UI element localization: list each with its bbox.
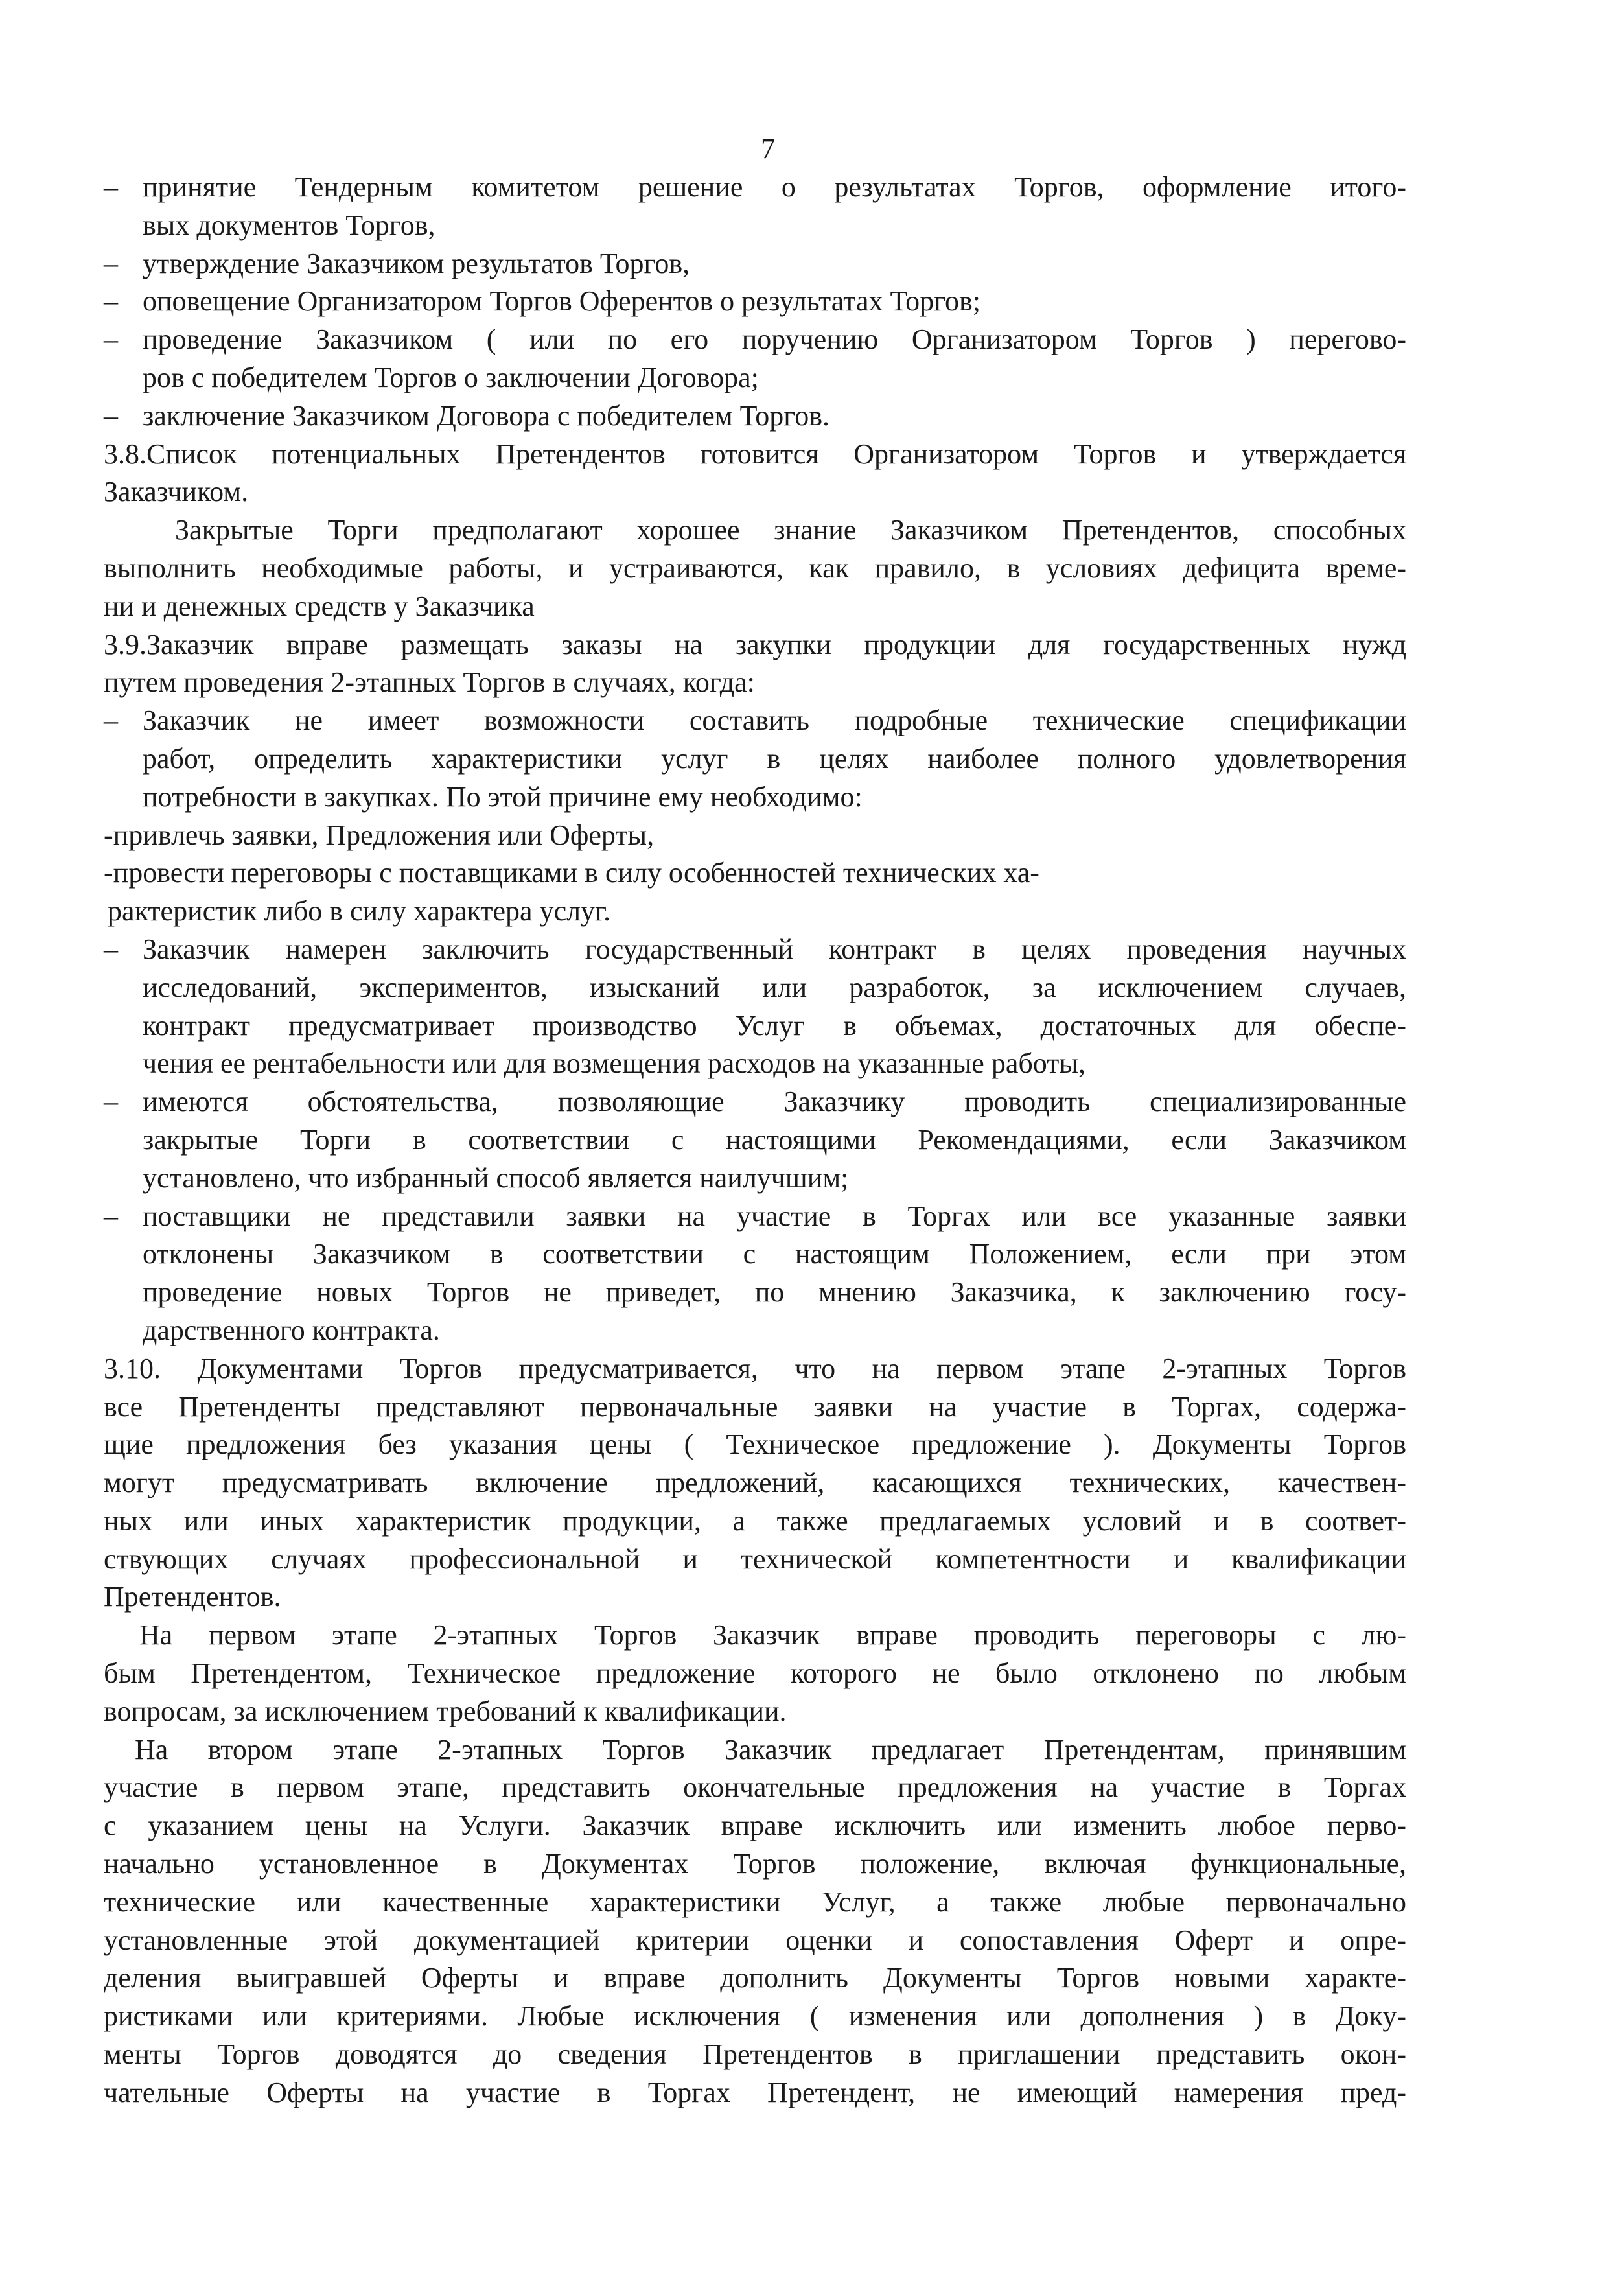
text-line: деления выигравшей Оферты и вправе дополнить Документы Торгов новыми характе-	[104, 1962, 1406, 1994]
text-line: начально установленное в Документах Торгов положение, включая функциональные,	[104, 1848, 1406, 1880]
text-line: исследований, экспериментов, изысканий или разработок, за исключением случаев,	[143, 971, 1406, 1003]
text-line: могут предусматривать включение предложений, касающихся технических, качествен-	[104, 1467, 1406, 1499]
text-line: ристиками или критериями. Любые исключения ( изменения или дополнения ) в Доку-	[104, 2000, 1406, 2033]
list-item	[104, 283, 1406, 321]
dash-bullet: –	[104, 171, 118, 203]
dash-bullet: –	[104, 323, 118, 356]
list-item	[104, 397, 1406, 436]
text-line: ных или иных характеристик продукции, а также предлагаемых условий и в соответ-	[104, 1504, 1406, 1537]
text-line: рактеристик либо в силу характера услуг.	[108, 895, 611, 927]
dash-bullet: –	[104, 285, 118, 318]
text-line: менты Торгов доводятся до сведения Претендентов в приглашении представить окон-	[104, 2038, 1406, 2071]
text-line: с указанием цены на Услуги. Заказчик вправе исключить или изменить любое перво-	[104, 1810, 1406, 1842]
text-line: Претендентов.	[104, 1581, 281, 1613]
text-line: 3.9.Заказчик вправе размещать заказы на закупки продукции для государственных нужд	[104, 628, 1406, 660]
text-line: установленные этой документацией критерии оценки и сопоставления Оферт и опре-	[104, 1924, 1406, 1956]
text-line: Заказчик намерен заключить государственный контракт в целях проведения научных	[143, 933, 1406, 965]
text-line: путем проведения 2-этапных Торгов в случаях, когда:	[104, 666, 755, 699]
text-line: контракт предусматривает производство Услуг в объемах, достаточных для обеспе-	[143, 1009, 1406, 1042]
text-line: На втором этапе 2-этапных Торгов Заказчик предлагает Претендентам, принявшим	[135, 1733, 1406, 1765]
list-item	[104, 1198, 1406, 1350]
text-line: утверждение Заказчиком результатов Торгов,	[143, 247, 690, 279]
list-item	[104, 321, 1406, 397]
text-line: щие предложения без указания цены ( Техническое предложение ). Документы Торгов	[104, 1428, 1406, 1461]
text-line: заключение Заказчиком Договора с победителем Торгов.	[143, 399, 829, 432]
text-line: 3.10. Документами Торгов предусматривается, что на первом этапе 2-этапных Торгов	[104, 1352, 1406, 1384]
text-line: ни и денежных средств у Заказчика	[104, 590, 535, 622]
page-number: 7	[761, 133, 775, 165]
text-line: -провести переговоры с поставщиками в силу особенностей технических ха-	[104, 857, 1039, 889]
list-item	[104, 702, 1406, 816]
text-line: имеются обстоятельства, позволяющие Заказчику проводить специализированные	[143, 1086, 1406, 1118]
dash-bullet: –	[104, 399, 118, 432]
text-line: ров с победителем Торгов о заключении Договора;	[143, 361, 759, 393]
text-line: бым Претендентом, Техническое предложение которого не было отклонено по любым	[104, 1657, 1406, 1690]
text-line: дарственного контракта.	[143, 1314, 440, 1346]
text-line: -привлечь заявки, Предложения или Оферты,	[104, 819, 655, 851]
text-line: установлено, что избранный способ является наилучшим;	[143, 1161, 849, 1194]
text-line: все Претенденты представляют первоначальные заявки на участие в Торгах, содержа-	[104, 1390, 1406, 1423]
text-line: Заказчиком.	[104, 476, 249, 508]
text-line: чения ее рентабельности или для возмещения расходов на указанные работы,	[143, 1047, 1085, 1080]
text-line: выполнить необходимые работы, и устраиваются, как правило, в условиях дефицита време-	[104, 552, 1406, 584]
dash-bullet: –	[104, 1086, 118, 1118]
text-line: технические или качественные характеристики Услуг, а также любые первоначально	[104, 1885, 1406, 1918]
text-line: оповещение Организатором Торгов Оферентов о результатах Торгов;	[143, 285, 981, 318]
document-page	[104, 130, 1406, 2112]
text-line: Заказчик не имеет возможности составить подробные технические спецификации	[143, 705, 1406, 737]
text-line: вых документов Торгов,	[143, 209, 435, 241]
text-line: вопросам, за исключением требований к квалификации.	[104, 1695, 787, 1727]
text-line: На первом этапе 2-этапных Торгов Заказчик вправе проводить переговоры с лю-	[139, 1619, 1406, 1651]
text-line: закрытые Торги в соответствии с настоящими Рекомендациями, если Заказчиком	[143, 1123, 1406, 1156]
text-line: участие в первом этапе, представить окончательные предложения на участие в Торгах	[104, 1771, 1406, 1804]
text-line: 3.8.Список потенциальных Претендентов готовится Организатором Торгов и утверждается	[104, 437, 1406, 470]
dash-bullet: –	[104, 1200, 118, 1232]
text-line: проведение Заказчиком ( или по его поручению Организатором Торгов ) перегово-	[143, 323, 1406, 356]
text-line: чательные Оферты на участие в Торгах Претендент, не имеющий намерения пред-	[104, 2076, 1406, 2108]
text-line: отклонены Заказчиком в соответствии с настоящим Положением, если при этом	[143, 1238, 1406, 1270]
text-line: поставщики не представили заявки на участие в Торгах или все указанные заявки	[143, 1200, 1406, 1232]
dash-bullet: –	[104, 247, 118, 279]
text-line: работ, определить характеристики услуг в целях наиболее полного удовлетворения	[143, 742, 1406, 775]
list-item	[104, 931, 1406, 1083]
dash-bullet: –	[104, 705, 118, 737]
text-line: потребности в закупках. По этой причине ему необходимо:	[143, 780, 863, 813]
text-line: Закрытые Торги предполагают хорошее знание Заказчиком Претендентов, способных	[175, 514, 1406, 546]
dash-bullet: –	[104, 933, 118, 965]
text-line: ствующих случаях профессиональной и технической компетентности и квалификации	[104, 1543, 1406, 1575]
text-line: проведение новых Торгов не приведет, по мнению Заказчика, к заключению госу-	[143, 1276, 1406, 1309]
list-item	[104, 245, 1406, 283]
list-item	[104, 169, 1406, 245]
text-line: принятие Тендерным комитетом решение о результатах Торгов, оформление итого-	[143, 171, 1406, 203]
list-item	[104, 1083, 1406, 1197]
